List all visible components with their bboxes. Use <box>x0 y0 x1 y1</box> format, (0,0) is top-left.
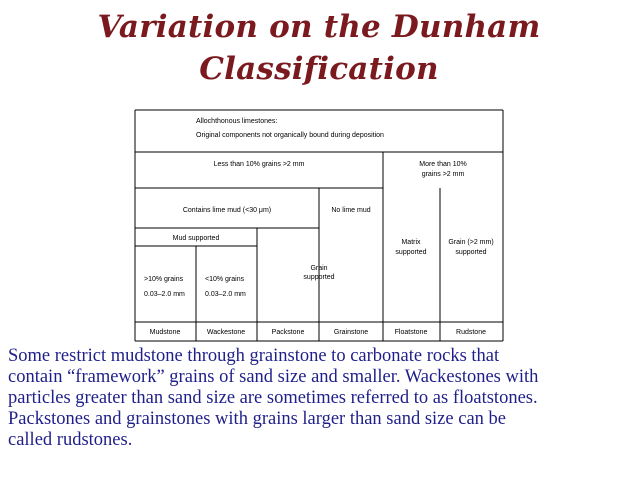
caption-line-3: particles greater than sand size are sometimes referred to as floatstones. <box>8 388 538 408</box>
no-lime-mud-label: No lime mud <box>331 207 371 214</box>
rock-name-floatstone: Floatstone <box>394 329 428 336</box>
grain-supported-label-1: Grain <box>310 265 328 272</box>
rock-name-rudstone: Rudstone <box>456 329 486 336</box>
rock-name-mudstone: Mudstone <box>149 329 181 336</box>
title-line-1: Variation on the Dunham <box>97 9 541 45</box>
header-line-1: Allochthonous limestones: <box>196 118 278 125</box>
rock-name-wackestone: Wackestone <box>206 329 246 336</box>
lt10-grains-label: <10% grains <box>205 276 245 283</box>
rock-name-packstone: Packstone <box>271 329 305 336</box>
gt10-grains-label: >10% grains <box>144 276 184 283</box>
grain-gt2-label-2: supported <box>455 249 487 256</box>
mud-supported-label: Mud supported <box>172 235 220 242</box>
caption-line-5: called rudstones. <box>8 430 133 450</box>
grain-gt2-label-1: Grain (>2 mm) <box>448 239 494 246</box>
more-than-10-label-2: grains >2 mm <box>421 171 465 178</box>
rock-name-grainstone: Grainstone <box>333 329 369 336</box>
slide-caption <box>8 346 636 451</box>
title-line-2: Classification <box>199 51 439 87</box>
matrix-supported-label-2: supported <box>395 249 427 256</box>
contains-lime-mud-label: Contains lime mud (<30 μm) <box>182 207 272 214</box>
less-than-10-label: Less than 10% grains >2 mm <box>213 161 305 168</box>
more-than-10-label-1: More than 10% <box>419 161 467 168</box>
header-line-2: Original components not organically bound during deposition <box>196 132 384 139</box>
matrix-supported-label-1: Matrix <box>401 239 421 246</box>
caption-line-4: Packstones and grainstones with grains larger than sand size can be <box>8 409 506 429</box>
grain-supported-label-2: supported <box>303 274 335 281</box>
caption-line-1: Some restrict mudstone through grainstone to carbonate rocks that <box>8 346 500 366</box>
chart-grid-lines <box>135 110 503 341</box>
lt10-size-label: 0.03–2.0 mm <box>205 291 246 298</box>
caption-line-2: contain “framework” grains of sand size and smaller. Wackestones with <box>8 367 539 387</box>
gt10-size-label: 0.03–2.0 mm <box>144 291 185 298</box>
